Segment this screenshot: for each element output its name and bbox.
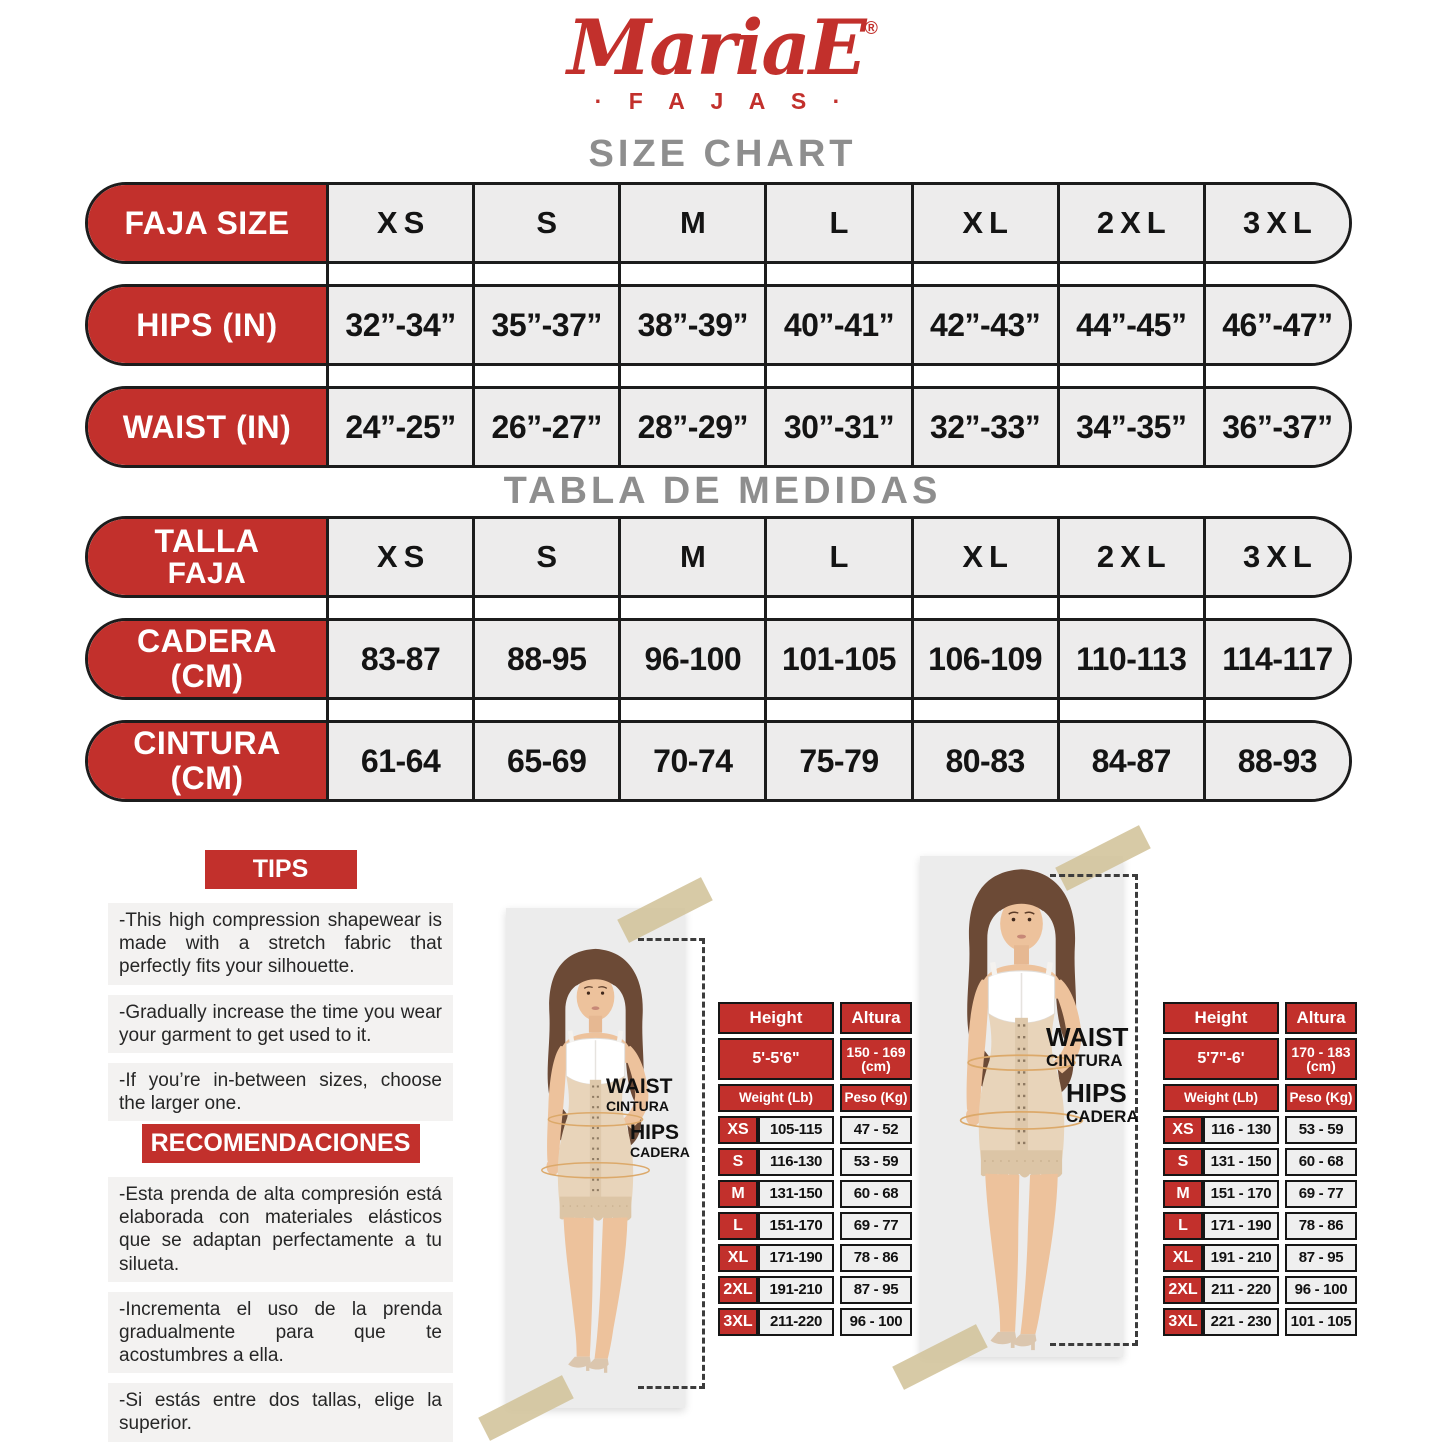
medidas-heading: TABLA DE MEDIDAS	[503, 470, 942, 512]
waist-row	[85, 386, 1352, 468]
size-header-cell: S	[472, 519, 618, 595]
row-label-line2: (CM)	[170, 760, 244, 796]
size-header-cell: XL	[911, 185, 1057, 261]
kg-cell: 60 - 68	[840, 1180, 912, 1208]
size-header-cell: XS	[326, 185, 472, 261]
cadera-value-cell: 114-117	[1203, 621, 1349, 697]
row-label-line1: CADERA	[137, 623, 277, 660]
size-cell: L	[1163, 1212, 1203, 1240]
brand-header	[0, 3, 1445, 115]
cadera-value-cell: 88-95	[472, 621, 618, 697]
height-value: 5'7"-6'	[1163, 1038, 1279, 1080]
cintura-value-cell: 65-69	[472, 723, 618, 799]
cintura-value-cell: 70-74	[618, 723, 764, 799]
recommendation-paragraph: -Si estás entre dos tallas, elige la superior.	[108, 1383, 453, 1441]
lb-cell: 191 - 210	[1203, 1244, 1279, 1272]
kg-cell: 60 - 68	[1285, 1148, 1357, 1176]
kg-cell: 96 - 100	[840, 1308, 912, 1336]
lb-cell: 171-190	[758, 1244, 834, 1272]
recommendation-paragraph: -Incrementa el uso de la prenda gradualmente para que te acostumbres a ella.	[108, 1292, 453, 1374]
lb-cell: 221 - 230	[1203, 1308, 1279, 1336]
height-header: Height	[718, 1002, 834, 1034]
cadera-row	[85, 618, 1352, 700]
kg-cell: 69 - 77	[1285, 1180, 1357, 1208]
hips-value-cell: 42”-43”	[911, 287, 1057, 363]
size-header-cell: M	[618, 519, 764, 595]
size-cell: L	[718, 1212, 758, 1240]
lb-cell: 116-130	[758, 1148, 834, 1176]
altura-unit: (cm)	[1306, 1058, 1336, 1074]
size-header-cell: 3XL	[1203, 519, 1349, 595]
peso-header: Peso (Kg)	[1285, 1084, 1357, 1112]
lb-cell: 171 - 190	[1203, 1212, 1279, 1240]
registered-mark: ®	[864, 18, 878, 38]
table-spacer	[85, 264, 1352, 284]
altura-header: Altura	[840, 1002, 912, 1034]
waist-value-cell: 32”-33”	[911, 389, 1057, 465]
kg-cell: 96 - 100	[1285, 1276, 1357, 1304]
altura-unit: (cm)	[861, 1058, 891, 1074]
hips-value-cell: 35”-37”	[472, 287, 618, 363]
size-header-cell: 3XL	[1203, 185, 1349, 261]
row-label-cadera	[88, 621, 326, 697]
altura-header: Altura	[1285, 1002, 1357, 1034]
hips-value-cell: 32”-34”	[326, 287, 472, 363]
waist-label-en: WAIST	[1046, 1022, 1129, 1052]
talla-faja-header-row	[85, 516, 1352, 598]
recommendations-section	[108, 1124, 453, 1445]
table-spacer	[85, 366, 1352, 386]
brand-tagline: · F A J A S ·	[594, 87, 851, 114]
size-header-cell: XS	[326, 519, 472, 595]
tip-paragraph: -Gradually increase the time you wear your garment to get used to it.	[108, 995, 453, 1053]
size-cell: 2XL	[1163, 1276, 1203, 1304]
row-label-faja-size	[88, 185, 326, 261]
brand-name: MariaE	[567, 3, 865, 92]
size-cell: M	[718, 1180, 758, 1208]
altura-value	[840, 1038, 912, 1080]
waist-label-en: WAIST	[606, 1075, 673, 1098]
row-label-text: HIPS (IN)	[136, 306, 278, 343]
kg-cell: 78 - 86	[1285, 1212, 1357, 1240]
hips-row	[85, 284, 1352, 366]
cintura-value-cell: 61-64	[326, 723, 472, 799]
table-spacer	[85, 700, 1352, 720]
hips-value-cell: 44”-45”	[1057, 287, 1203, 363]
kg-cell: 53 - 59	[1285, 1116, 1357, 1144]
kg-cell: 47 - 52	[840, 1116, 912, 1144]
row-label-hips	[88, 287, 326, 363]
lb-cell: 151-170	[758, 1212, 834, 1240]
hips-label	[630, 1122, 690, 1159]
size-header-cell: S	[472, 185, 618, 261]
faja-size-header-row	[85, 182, 1352, 264]
height-measure-bracket	[638, 938, 705, 1389]
lb-cell: 211 - 220	[1203, 1276, 1279, 1304]
peso-header: Peso (Kg)	[840, 1084, 912, 1112]
cintura-value-cell: 75-79	[764, 723, 910, 799]
weight-header: Weight (Lb)	[718, 1084, 834, 1112]
table-spacer	[85, 598, 1352, 618]
hips-value-cell: 38”-39”	[618, 287, 764, 363]
hips-label-es: CADERA	[1066, 1107, 1139, 1126]
lb-cell: 116 - 130	[1203, 1116, 1279, 1144]
size-chart-table-cm	[85, 516, 1352, 802]
height-weight-table-right	[1163, 1002, 1357, 1336]
cadera-value-cell: 83-87	[326, 621, 472, 697]
row-label-cintura	[88, 723, 326, 799]
waist-label	[1046, 1024, 1128, 1069]
waist-value-cell: 28”-29”	[618, 389, 764, 465]
row-label-line1: CINTURA	[133, 725, 281, 762]
lb-cell: 211-220	[758, 1308, 834, 1336]
tips-title: TIPS	[205, 850, 357, 889]
tip-paragraph: -If you’re in-between sizes, choose the larger one.	[108, 1063, 453, 1121]
size-cell: XL	[718, 1244, 758, 1272]
waist-label-es: CINTURA	[1046, 1051, 1123, 1070]
waist-value-cell: 36”-37”	[1203, 389, 1349, 465]
hips-label-en: HIPS	[1066, 1078, 1127, 1108]
size-header-cell: 2XL	[1057, 519, 1203, 595]
altura-range: 170 - 183	[1291, 1043, 1351, 1060]
size-chart-heading: SIZE CHART	[588, 133, 857, 175]
altura-value	[1285, 1038, 1357, 1080]
height-header: Height	[1163, 1002, 1279, 1034]
hips-label-es: CADERA	[630, 1144, 690, 1160]
waist-value-cell: 34”-35”	[1057, 389, 1203, 465]
size-cell: 2XL	[718, 1276, 758, 1304]
kg-cell: 87 - 95	[840, 1276, 912, 1304]
row-label-line2: FAJA	[167, 557, 247, 591]
size-cell: 3XL	[718, 1308, 758, 1336]
cadera-value-cell: 101-105	[764, 621, 910, 697]
row-label-talla-faja	[88, 519, 326, 595]
kg-cell: 53 - 59	[840, 1148, 912, 1176]
size-cell: XS	[1163, 1116, 1203, 1144]
kg-cell: 87 - 95	[1285, 1244, 1357, 1272]
kg-cell: 69 - 77	[840, 1212, 912, 1240]
waist-value-cell: 26”-27”	[472, 389, 618, 465]
size-header-cell: L	[764, 185, 910, 261]
waist-value-cell: 24”-25”	[326, 389, 472, 465]
brand-logo	[0, 3, 1445, 92]
waist-label	[606, 1076, 673, 1113]
cadera-value-cell: 96-100	[618, 621, 764, 697]
altura-range: 150 - 169	[846, 1043, 906, 1060]
size-cell: M	[1163, 1180, 1203, 1208]
cintura-row	[85, 720, 1352, 802]
hips-value-cell: 46”-47”	[1203, 287, 1349, 363]
size-header-cell: 2XL	[1057, 185, 1203, 261]
cintura-value-cell: 88-93	[1203, 723, 1349, 799]
recommendation-paragraph: -Esta prenda de alta compresión está elaborada con materiales elásticos que se adaptan perfectamente a tu silueta.	[108, 1177, 453, 1282]
lb-cell: 191-210	[758, 1276, 834, 1304]
row-label-text: FAJA SIZE	[124, 204, 290, 241]
size-cell: XS	[718, 1116, 758, 1144]
size-header-cell: XL	[911, 519, 1057, 595]
size-chart-table-inches	[85, 182, 1352, 468]
hips-value-cell: 40”-41”	[764, 287, 910, 363]
model-photo-short-height	[506, 908, 690, 1408]
kg-cell: 101 - 105	[1285, 1308, 1357, 1336]
hips-label	[1066, 1080, 1139, 1125]
tips-section	[108, 850, 453, 1131]
kg-cell: 78 - 86	[840, 1244, 912, 1272]
size-header-cell: L	[764, 519, 910, 595]
size-cell: 3XL	[1163, 1308, 1203, 1336]
size-cell: S	[718, 1148, 758, 1176]
tip-paragraph: -This high compression shapewear is made with a stretch fabric that perfectly fits your silhouette.	[108, 903, 453, 985]
cintura-value-cell: 84-87	[1057, 723, 1203, 799]
size-cell: S	[1163, 1148, 1203, 1176]
model-photo-tall-height	[920, 856, 1139, 1357]
weight-header: Weight (Lb)	[1163, 1084, 1279, 1112]
row-label-waist	[88, 389, 326, 465]
height-weight-table-left	[718, 1002, 912, 1336]
height-value: 5'-5'6"	[718, 1038, 834, 1080]
cadera-value-cell: 106-109	[911, 621, 1057, 697]
cadera-value-cell: 110-113	[1057, 621, 1203, 697]
waist-label-es: CINTURA	[606, 1098, 669, 1114]
row-label-text: WAIST (IN)	[122, 408, 292, 445]
size-cell: XL	[1163, 1244, 1203, 1272]
row-label-line1: TALLA	[154, 522, 260, 559]
lb-cell: 131-150	[758, 1180, 834, 1208]
hips-label-en: HIPS	[630, 1121, 680, 1144]
row-label-line2: (CM)	[170, 658, 244, 694]
cintura-value-cell: 80-83	[911, 723, 1057, 799]
recommendations-title: RECOMENDACIONES	[142, 1124, 420, 1163]
size-header-cell: M	[618, 185, 764, 261]
waist-value-cell: 30”-31”	[764, 389, 910, 465]
lb-cell: 105-115	[758, 1116, 834, 1144]
lb-cell: 151 - 170	[1203, 1180, 1279, 1208]
lb-cell: 131 - 150	[1203, 1148, 1279, 1176]
